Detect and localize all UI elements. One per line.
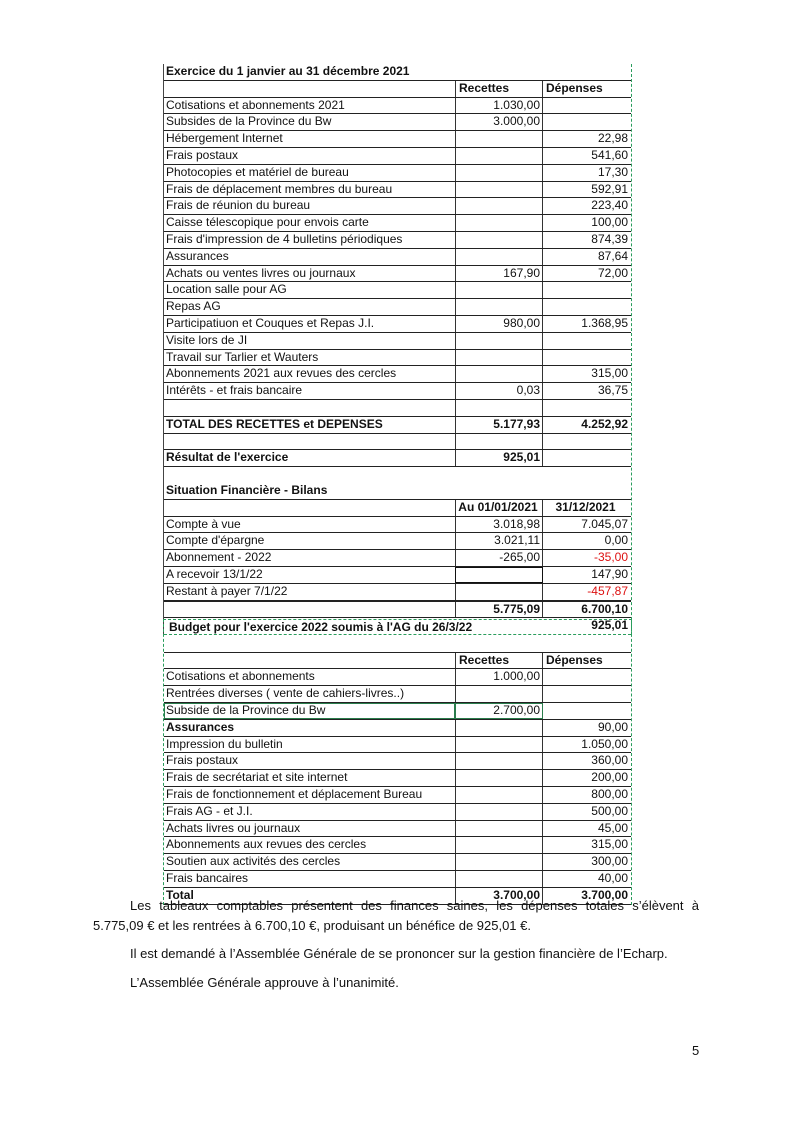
table-row [164,114,631,131]
row-depenses [543,333,631,349]
budget-recettes [455,770,543,786]
budget-label: Cotisations et abonnements [166,669,315,684]
row-depenses: 1.368,95 [581,315,628,330]
exercise-2021-sheet [163,64,632,635]
budget-label: Frais de secrétariat et site internet [166,770,348,785]
row-recettes: 1.030,00 [455,98,543,114]
balance-end: 0,00 [604,533,628,548]
balance-label: Abonnement - 2022 [166,550,272,565]
budget-recettes [455,787,543,803]
row-recettes [455,366,543,382]
balance-end: -457,87 [587,583,628,598]
budget-row [164,837,631,854]
balance-end: -35,00 [593,550,628,565]
row-recettes [455,165,543,181]
budget-label: Abonnements aux revues des cercles [166,837,367,852]
row-label: Intérêts - et frais bancaire [166,383,303,398]
budget-row [164,787,631,804]
budget-row [164,686,631,703]
budget-recettes [455,854,543,870]
table-row [164,282,631,299]
table-row [164,198,631,215]
row-recettes [455,333,543,349]
budget-label: Subside de la Province du Bw [164,703,455,719]
budget-title: Budget pour l'exercice 2022 soumis à l'AG du 26/3/22 [169,620,473,634]
budget-label: Impression du bulletin [166,736,283,751]
col-depenses-header: Dépenses [546,80,603,95]
budget-depenses: 300,00 [591,854,628,869]
budget-col-depenses: Dépenses [546,652,603,667]
table-row [164,232,631,249]
budget-recettes [455,821,543,837]
budget-recettes [455,737,543,753]
table-row [164,383,631,400]
budget-depenses [543,686,631,702]
row-depenses: 223,40 [591,198,628,213]
row-depenses [543,350,631,366]
balance-start: -265,00 [455,550,543,566]
row-label: Abonnements 2021 aux revues des cercles [166,366,397,381]
row-depenses: 874,39 [591,231,628,246]
budget-total-depenses: 3.700,00 [581,887,628,902]
row-depenses: 592,91 [591,181,628,196]
budget-row [164,753,631,770]
budget-recettes: 2.700,00 [455,703,543,719]
row-depenses: 87,64 [597,248,628,263]
table-row [164,366,631,383]
row-recettes: 0,03 [455,383,543,399]
budget-row [164,720,631,737]
balance-start: 3.021,11 [455,533,543,549]
budget-label: Achats livres ou journaux [166,820,301,835]
row-label: Frais postaux [166,147,239,162]
exercise-header-row [164,80,631,98]
budget-row [164,804,631,821]
row-label: Frais d'impression de 4 bulletins périodiques [166,231,403,246]
budget-label: Frais postaux [166,753,239,768]
row-recettes [455,131,543,147]
budget-row [164,770,631,787]
exercise-rows [164,98,631,400]
total-row [164,417,631,434]
balance-row [164,533,631,550]
table-row [164,182,631,199]
budget-2022-sheet [163,619,632,905]
row-label: Achats ou ventes livres ou journaux [166,265,356,280]
row-label: Travail sur Tarlier et Wauters [166,349,319,364]
row-label: Location salle pour AG [166,282,287,297]
row-depenses [543,98,631,114]
row-depenses: 315,00 [591,366,628,381]
row-label: Repas AG [166,299,221,314]
situation-difference: 925,01 [591,618,628,633]
budget-depenses [543,703,631,719]
row-label: Frais de déplacement membres du bureau [166,181,393,196]
table-row [164,148,631,165]
table-row [164,131,631,148]
budget-col-recettes: Recettes [455,653,543,669]
balance-label: Compte à vue [166,516,241,531]
budget-depenses [543,669,631,685]
balance-label: Restant à payer 7/1/22 [166,583,288,598]
summary-paragraph: Les tableaux comptables présentent des finances saines, les dépenses totales s’élèvent à 5.775,09 € et les rentrées à 6.700,10 €, produisant un bénéfice de 925,01 €. [93,898,699,933]
situation-rows [164,517,631,601]
col-recettes-header: Recettes [455,81,543,97]
balance-start: 3.018,98 [455,517,543,533]
budget-row [164,871,631,888]
budget-depenses: 500,00 [591,803,628,818]
budget-depenses: 40,00 [597,870,628,885]
row-depenses: 72,00 [597,265,628,280]
row-depenses [543,282,631,298]
row-depenses: 36,75 [597,383,628,398]
exercise-title-row [164,64,631,80]
table-row [164,215,631,232]
row-label: Photocopies et matériel de bureau [166,164,349,179]
row-recettes: 167,90 [455,266,543,282]
row-recettes [455,215,543,231]
page-number: 5 [692,1043,700,1058]
situation-total-row [164,601,631,619]
budget-depenses: 90,00 [597,719,628,734]
budget-row [164,737,631,754]
budget-depenses: 315,00 [591,837,628,852]
balance-start [455,584,543,600]
row-depenses: 100,00 [591,215,628,230]
budget-label: Frais bancaires [166,870,249,885]
row-recettes [455,148,543,164]
row-recettes [455,350,543,366]
budget-total-label: Total [166,887,194,902]
spacer-row [164,400,631,417]
budget-row [164,821,631,838]
budget-recettes [455,686,543,702]
balance-end: 7.045,07 [581,516,628,531]
spacer-row [164,467,631,483]
budget-row [164,669,631,686]
row-recettes [455,182,543,198]
situation-header-row [164,500,631,517]
budget-depenses: 360,00 [591,753,628,768]
row-label: Subsides de la Province du Bw [166,114,332,129]
budget-label: Frais AG - et J.I. [166,803,253,818]
budget-title-row [164,620,631,636]
budget-depenses: 200,00 [591,770,628,785]
row-label: Caisse télescopique pour envois carte [166,215,369,230]
situation-title: Situation Financière - Bilans [166,482,328,497]
budget-total-recettes: 3.700,00 [455,888,543,904]
budget-recettes [455,804,543,820]
row-label: Hébergement Internet [166,131,283,146]
balance-row [164,567,631,584]
budget-recettes: 1.000,00 [455,669,543,685]
budget-depenses: 45,00 [597,820,628,835]
row-depenses [543,299,631,315]
balance-row [164,517,631,534]
budget-recettes [455,753,543,769]
result-row [164,450,631,467]
balance-row [164,550,631,567]
approval-paragraph: L’Assemblée Générale approuve à l’unanimité. [130,975,399,990]
exercise-title: Exercice du 1 janvier au 31 décembre 2021 [166,64,410,78]
balance-row [164,584,631,601]
total-recettes: 5.177,93 [455,417,543,433]
row-label: Visite lors de JI [166,332,248,347]
result-label: Résultat de l'exercice [166,450,289,465]
row-recettes [455,232,543,248]
budget-row [164,854,631,871]
budget-depenses: 800,00 [591,786,628,801]
budget-recettes [455,837,543,853]
table-row [164,316,631,333]
situation-total-start: 5.775,09 [455,602,543,618]
table-row [164,266,631,283]
table-row [164,299,631,316]
balance-start [455,567,543,583]
budget-recettes [455,871,543,887]
row-label: Cotisations et abonnements 2021 [166,97,345,112]
table-row [164,98,631,115]
budget-label: Rentrées diverses ( vente de cahiers-livres..) [166,686,405,701]
approval-request-paragraph: Il est demandé à l’Assemblée Générale de se prononcer sur la gestion financière de l’Echarp. [130,946,668,961]
table-row [164,249,631,266]
row-recettes [455,249,543,265]
row-depenses: 541,60 [591,147,628,162]
col-date-start: Au 01/01/2021 [455,500,543,516]
budget-row [164,703,631,720]
col-date-end: 31/12/2021 [555,499,616,514]
result-value: 925,01 [455,450,543,466]
row-recettes [455,198,543,214]
situation-title-row [164,483,631,500]
budget-recettes [455,720,543,736]
budget-label: Frais de fonctionnement et déplacement Bureau [166,786,423,801]
row-label: Assurances [166,248,229,263]
row-recettes: 980,00 [455,316,543,332]
balance-label: Compte d'épargne [166,533,265,548]
budget-header-row [164,652,631,670]
budget-depenses: 1.050,00 [581,736,628,751]
row-recettes: 3.000,00 [455,114,543,130]
spacer-row [164,434,631,451]
table-row [164,333,631,350]
situation-total-end: 6.700,10 [581,601,628,616]
spacer-row [164,636,631,652]
row-recettes [455,282,543,298]
budget-rows [164,669,631,887]
balance-end: 147,90 [591,566,628,581]
row-depenses [543,114,631,130]
budget-label: Soutien aux activités des cercles [166,854,341,869]
balance-label: A recevoir 13/1/22 [166,566,263,581]
row-label: Participatiuon et Couques et Repas J.I. [166,315,375,330]
row-depenses: 17,30 [597,164,628,179]
row-recettes [455,299,543,315]
total-label: TOTAL DES RECETTES et DEPENSES [166,416,383,431]
row-label: Frais de réunion du bureau [166,198,311,213]
total-depenses: 4.252,92 [581,416,628,431]
table-row [164,350,631,367]
budget-label: Assurances [166,719,235,734]
table-row [164,165,631,182]
row-depenses: 22,98 [597,131,628,146]
